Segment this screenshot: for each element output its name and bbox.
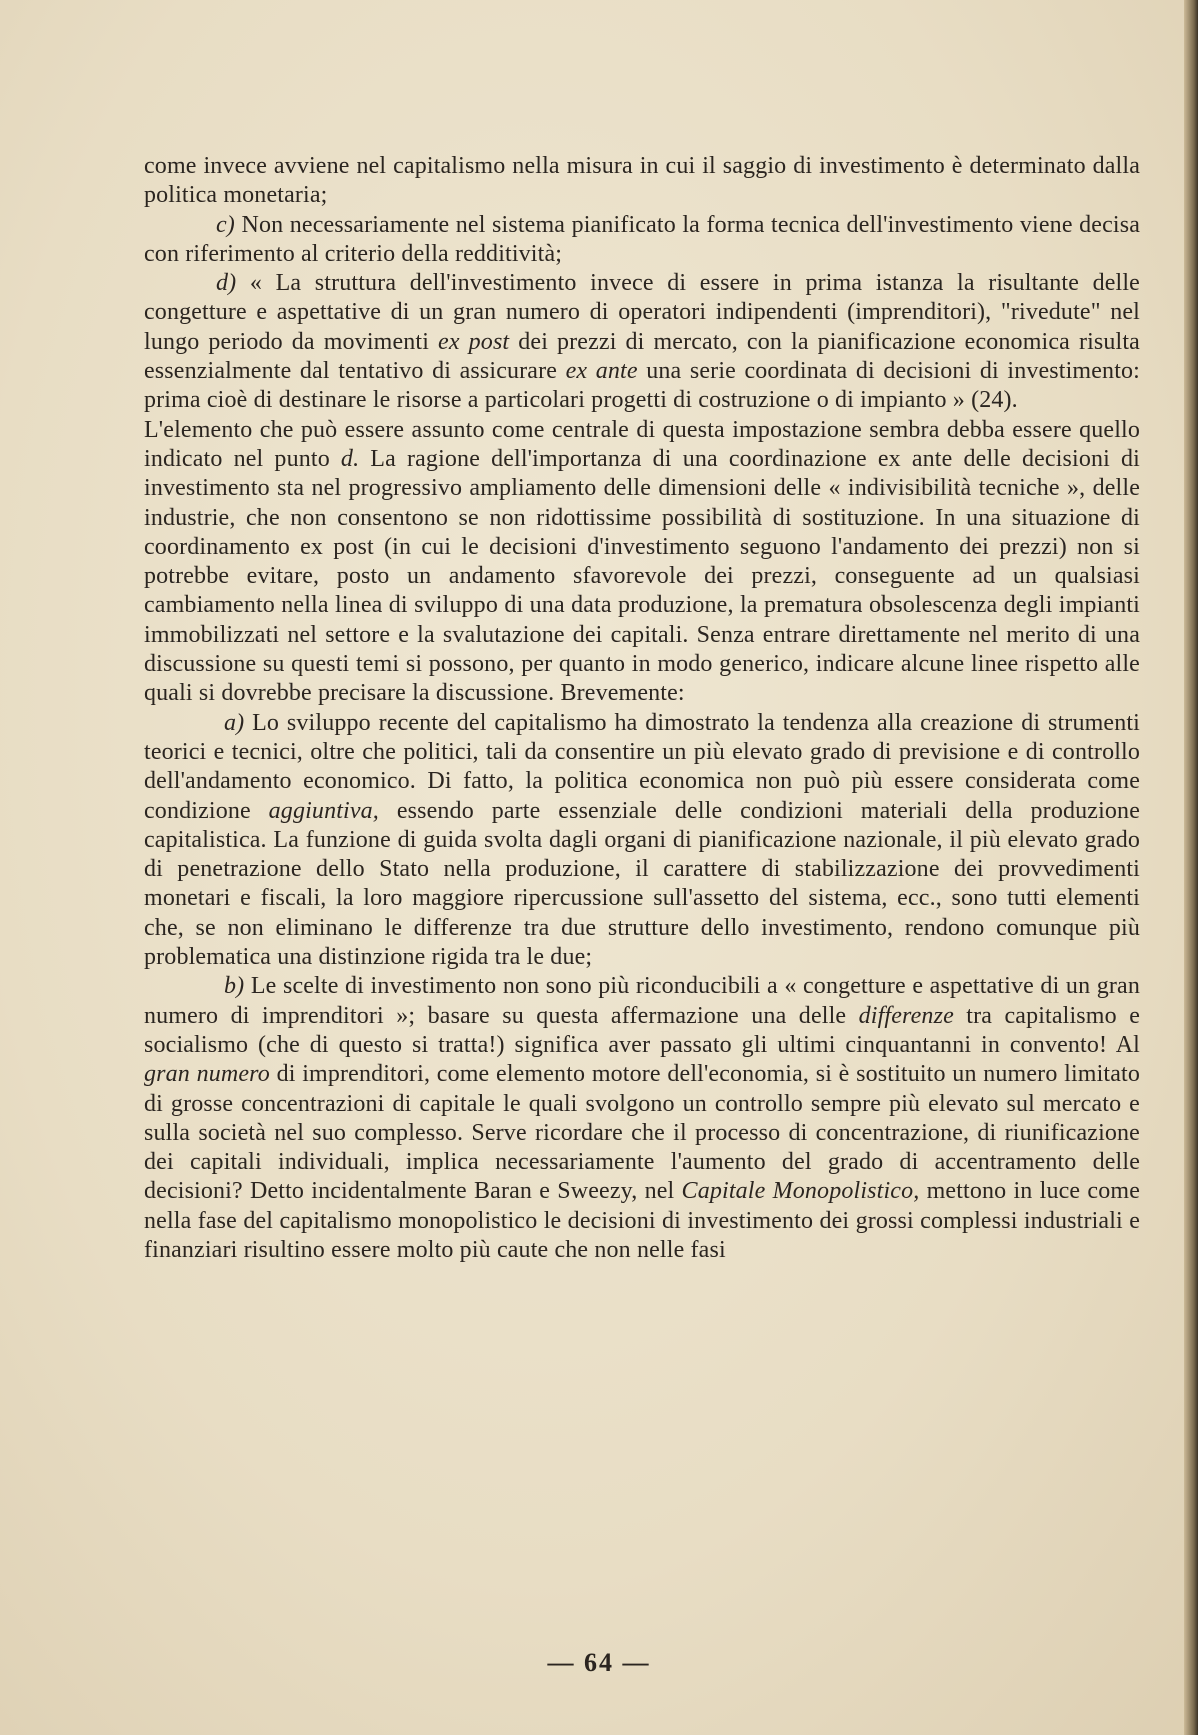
paragraph	[144, 709, 1140, 973]
paragraph	[144, 972, 1140, 1265]
text-run: di imprenditori, come elemento motore dell'economia, si è sostituito un numero limitato di grosse concentrazioni di capitale le quali svolgono un controllo sempre più elevato sul mercato e sulla società nel suo complesso. Serve ricordare che il processo di concentrazione, di riunificazione dei capitali individuali, implica necessariamente l'aumento del grado di accentramento delle decisioni? Detto incidentalmente Baran e Sweezy, nel	[144, 1061, 1140, 1205]
text-run: essendo parte essenziale delle condizioni materiali della produzione capitalistica. La funzione di guida svolta dagli organi di pianificazione nazionale, il più elevato grado di penetrazione dello Stato nella produzione, il carattere di stabilizzazione dei provvedimenti monetari e fiscali, la loro maggiore ripercussione sull'assetto del sistema, ecc., sono tutti elementi che, se non eliminano le differenze tra due strutture dello investimento, rendono comunque più problematica una distinzione rigida tra le due;	[144, 797, 1140, 971]
text-run: La ragione dell'importanza di una coordinazione ex ante delle decisioni di investimento sta nel progressivo ampliamento delle dimensioni delle « indivisibilità tecniche », delle industrie, che non consentono se non ridottissime possibilità di sostituzione. In una situazione di coordinamento ex post (in cui le decisioni d'investimento seguono l'andamento dei prezzi) non si potrebbe evitare, posto un andamento sfavorevole dei prezzi, conseguente ad un qualsiasi cambiamento nella linea di sviluppo di una data produzione, la prematura obsolescenza degli impianti immobilizzati nel settore e la svalutazione dei capitali. Senza entrare direttamente nel merito di una discussione su questi temi si possono, per quanto in modo generico, indicare alcune linee rispetto alle quali si dovrebbe precisare la discussione. Brevemente:	[144, 445, 1140, 707]
text-run: dei prezzi di mercato, con la pianificazione economica risulta essenzialmente dal tentativo di assicurare	[144, 328, 1140, 385]
italic-text: ex ante	[565, 358, 638, 385]
italic-text: a)	[224, 709, 245, 736]
paragraph	[144, 211, 1140, 270]
paragraph	[144, 269, 1140, 415]
italic-text: aggiuntiva,	[268, 797, 379, 824]
page-number: — 64 —	[547, 1648, 651, 1677]
text-run: Lo sviluppo recente del capitalismo ha dimostrato la tendenza alla creazione di strumenti teorici e tecnici, oltre che politici, tali da consentire un più elevato grado di previsione e di controllo dell'andamento economico. Di fatto, la politica economica non può più essere considerata come condizione	[144, 709, 1140, 824]
italic-text: differenze	[858, 1002, 954, 1029]
text-run: mettono in luce come nella fase del capitalismo monopolistico le decisioni di investimento dei grossi complessi industriali e finanziari risultino essere molto più caute che non nelle fasi	[144, 1178, 1140, 1263]
page-edge-shadow	[1184, 0, 1198, 1735]
italic-text: ex post	[438, 328, 510, 355]
paragraph	[144, 152, 1140, 211]
text-run: L'elemento che può essere assunto come centrale di questa impostazione sembra debba essere quello indicato nel punto	[144, 416, 1140, 472]
paragraph	[144, 416, 1140, 709]
italic-text: c)	[216, 211, 235, 238]
italic-text: d)	[216, 270, 237, 297]
italic-text: d.	[340, 445, 360, 472]
body-text	[144, 152, 1140, 1265]
text-run: una serie coordinata di decisioni di investimento: prima cioè di destinare le risorse a particolari progetti di costruzione o di impianto » (24).	[144, 358, 1140, 414]
text-run: Le scelte di investimento non sono più riconducibili a « congetture e aspettative di un gran numero di imprenditori »; basare su questa affermazione una delle	[144, 973, 1140, 1029]
italic-text: gran numero	[144, 1061, 270, 1088]
text-run: come invece avviene nel capitalismo nella misura in cui il saggio di investimento è determinato dalla politica monetaria;	[144, 153, 1140, 209]
text-run: Non necessariamente nel sistema pianificato la forma tecnica dell'investimento viene decisa con riferimento al criterio della redditività;	[144, 211, 1140, 267]
text-run: tra capitalismo e socialismo (che di questo si tratta!) significa aver passato gli ultimi cinquantanni in convento! Al	[144, 1002, 1140, 1058]
italic-text: Capitale Monopolistico,	[681, 1178, 920, 1205]
text-run: « La struttura dell'investimento invece di essere in prima istanza la risultante delle congetture e aspettative di un gran numero di operatori indipendenti (imprenditori), "rivedute" nel lungo periodo da movimenti	[144, 270, 1140, 355]
italic-text: b)	[224, 973, 245, 1000]
